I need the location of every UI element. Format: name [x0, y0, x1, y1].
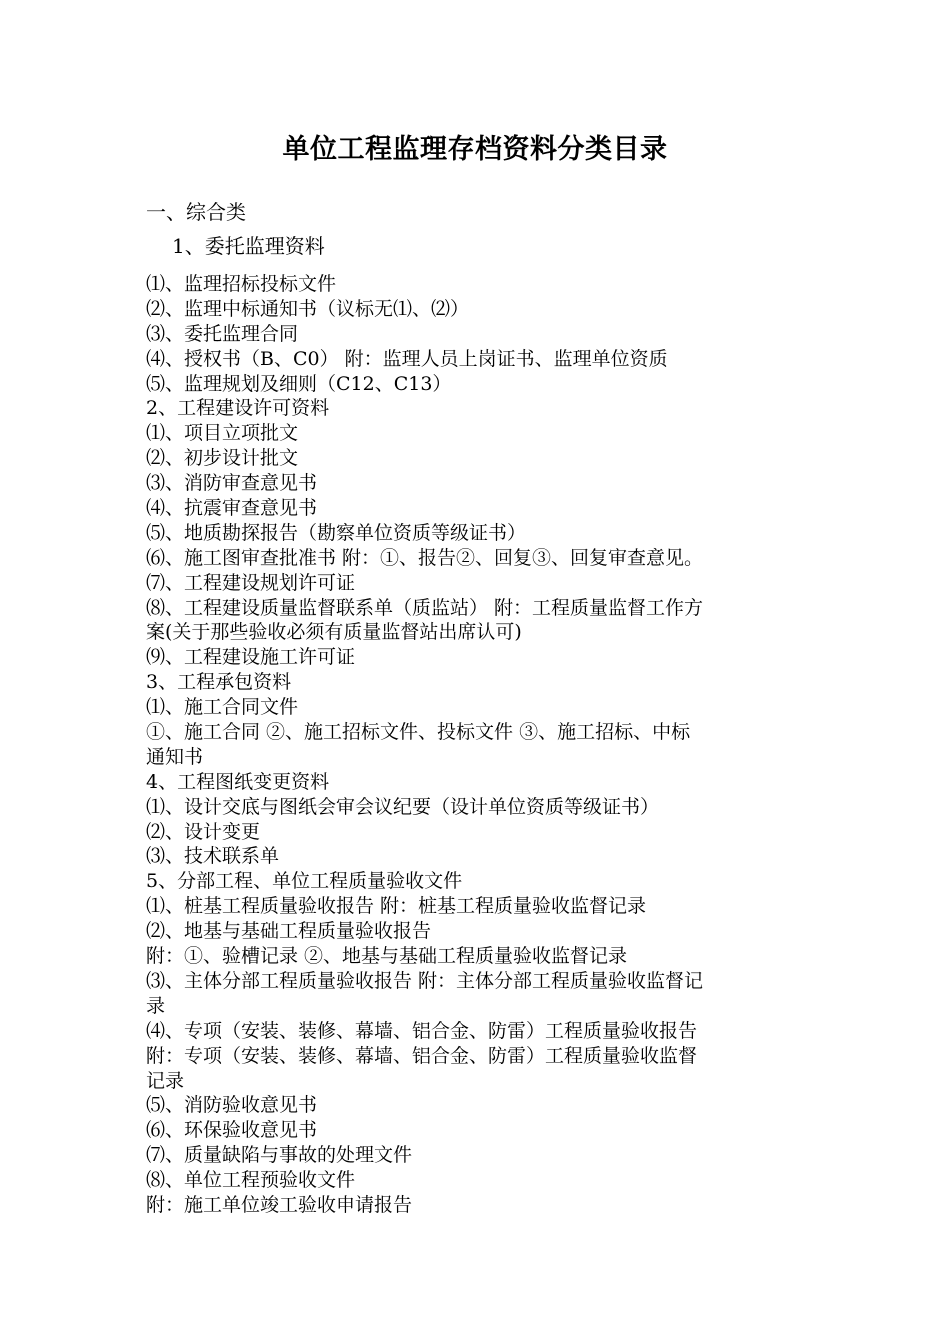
- text-line: ⑵、地基与基础工程质量验收报告: [146, 920, 432, 943]
- text-line: 5、分部工程、单位工程质量验收文件: [146, 870, 463, 893]
- text-line: ⑹、环保验收意见书: [146, 1119, 318, 1142]
- text-line: ⑴、施工合同文件: [146, 696, 299, 719]
- text-line: ⑻、单位工程预验收文件: [146, 1169, 356, 1192]
- text-line: 3、工程承包资料: [146, 671, 292, 694]
- document-body: [146, 272, 811, 1218]
- text-line: ⑴、桩基工程质量验收报告 附：桩基工程质量验收监督记录: [146, 895, 647, 918]
- text-line: ⑶、主体分部工程质量验收报告 附：主体分部工程质量验收监督记: [146, 969, 704, 992]
- text-line: ⑵、设计变更: [146, 820, 261, 843]
- text-line: ⑻、工程建设质量监督联系单（质监站） 附：工程质量监督工作方: [146, 596, 704, 619]
- text-line: ⑸、监理规划及细则（C12、C13）: [146, 372, 452, 395]
- text-line: ⑹、施工图审查批准书 附：①、报告②、回复③、回复审查意见。: [146, 546, 704, 569]
- text-line: 2、工程建设许可资料: [146, 397, 330, 420]
- text-line: 录: [146, 994, 166, 1017]
- text-line: ⑼、工程建设施工许可证: [146, 646, 356, 669]
- text-line: ⑶、技术联系单: [146, 845, 280, 868]
- text-line: ⑵、初步设计批文: [146, 447, 299, 470]
- text-line: 附：专项（安装、装修、幕墙、铝合金、防雷）工程质量验收监督: [146, 1044, 698, 1067]
- document-title: 单位工程监理存档资料分类目录: [282, 134, 668, 165]
- text-line: ⑺、质量缺陷与事故的处理文件: [146, 1144, 413, 1167]
- text-line: 通知书: [146, 745, 204, 768]
- text-line: ⑶、消防审查意见书: [146, 472, 318, 495]
- text-line: 附：①、验槽记录 ②、地基与基础工程质量验收监督记录: [146, 945, 628, 968]
- text-line: 案(关于那些验收必须有质量监督站出席认可): [146, 621, 522, 644]
- subsection-heading: 1、委托监理资料: [172, 234, 325, 258]
- text-line: ①、施工合同 ②、施工招标文件、投标文件 ③、施工招标、中标: [146, 721, 691, 744]
- text-line: ⑵、监理中标通知书（议标无⑴、⑵）: [146, 297, 470, 320]
- text-line: 记录: [146, 1069, 185, 1092]
- text-line: 附：施工单位竣工验收申请报告: [146, 1193, 413, 1216]
- text-line: ⑴、监理招标投标文件: [146, 273, 337, 295]
- text-line: ⑷、专项（安装、装修、幕墙、铝合金、防雷）工程质量验收报告: [146, 1019, 698, 1042]
- text-line: ⑸、消防验收意见书: [146, 1094, 318, 1117]
- text-line: ⑴、设计交底与图纸会审会议纪要（设计单位资质等级证书）: [146, 795, 660, 818]
- text-line: ⑺、工程建设规划许可证: [146, 571, 356, 594]
- section-heading: 一、综合类: [146, 200, 246, 224]
- text-line: 4、工程图纸变更资料: [146, 770, 330, 793]
- text-line: ⑷、抗震审查意见书: [146, 497, 318, 520]
- text-line: ⑸、地质勘探报告（勘察单位资质等级证书）: [146, 521, 527, 544]
- text-line: ⑶、委托监理合同: [146, 322, 299, 345]
- text-line: ⑴、项目立项批文: [146, 422, 299, 445]
- text-line: ⑷、授权书（B、C0） 附：监理人员上岗证书、监理单位资质: [146, 347, 668, 370]
